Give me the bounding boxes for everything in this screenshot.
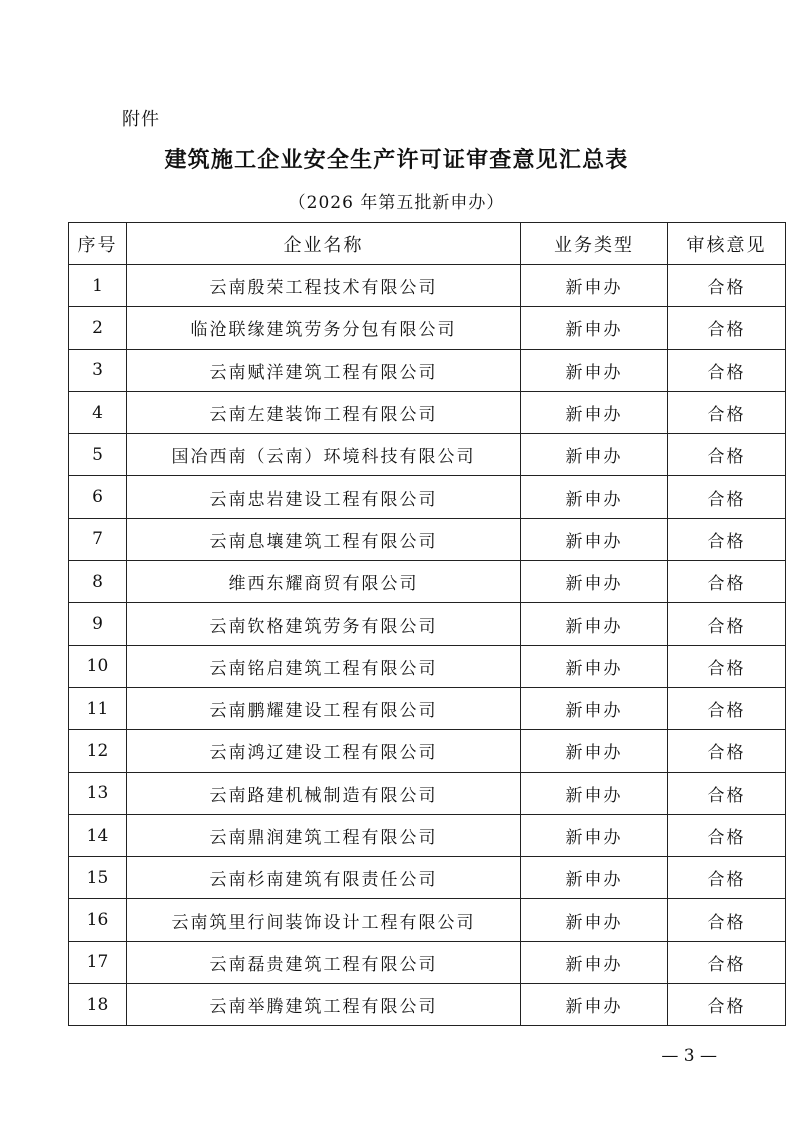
cell-index: 15 [69, 857, 127, 899]
header-index: 序号 [69, 223, 127, 265]
table-row [69, 899, 786, 941]
cell-business-type: 新申办 [521, 984, 668, 1026]
cell-company-name: 云南鸿辽建设工程有限公司 [127, 730, 521, 772]
cell-review-opinion: 合格 [668, 476, 786, 518]
cell-review-opinion: 合格 [668, 941, 786, 983]
cell-review-opinion: 合格 [668, 645, 786, 687]
cell-index: 8 [69, 561, 127, 603]
table-row [69, 772, 786, 814]
cell-company-name: 云南磊贵建筑工程有限公司 [127, 941, 521, 983]
table-row [69, 603, 786, 645]
table-row [69, 434, 786, 476]
cell-business-type: 新申办 [521, 434, 668, 476]
header-review-opinion: 审核意见 [668, 223, 786, 265]
cell-index: 17 [69, 941, 127, 983]
cell-review-opinion: 合格 [668, 603, 786, 645]
cell-index: 13 [69, 772, 127, 814]
cell-business-type: 新申办 [521, 772, 668, 814]
cell-business-type: 新申办 [521, 391, 668, 433]
cell-business-type: 新申办 [521, 814, 668, 856]
cell-review-opinion: 合格 [668, 561, 786, 603]
cell-business-type: 新申办 [521, 687, 668, 729]
cell-index: 1 [69, 265, 127, 307]
cell-review-opinion: 合格 [668, 518, 786, 560]
cell-business-type: 新申办 [521, 941, 668, 983]
summary-table [68, 222, 786, 1026]
cell-review-opinion: 合格 [668, 857, 786, 899]
cell-company-name: 云南鼎润建筑工程有限公司 [127, 814, 521, 856]
table-row [69, 476, 786, 518]
cell-index: 18 [69, 984, 127, 1026]
cell-business-type: 新申办 [521, 561, 668, 603]
table-header [69, 223, 786, 265]
cell-business-type: 新申办 [521, 307, 668, 349]
cell-business-type: 新申办 [521, 265, 668, 307]
cell-review-opinion: 合格 [668, 814, 786, 856]
table-row [69, 561, 786, 603]
cell-business-type: 新申办 [521, 899, 668, 941]
cell-review-opinion: 合格 [668, 349, 786, 391]
cell-business-type: 新申办 [521, 645, 668, 687]
cell-index: 12 [69, 730, 127, 772]
cell-review-opinion: 合格 [668, 984, 786, 1026]
cell-review-opinion: 合格 [668, 434, 786, 476]
cell-review-opinion: 合格 [668, 730, 786, 772]
page-number: — 3 — [661, 1046, 717, 1066]
table-body [69, 265, 786, 1026]
cell-company-name: 云南息壤建筑工程有限公司 [127, 518, 521, 560]
table-row [69, 349, 786, 391]
cell-business-type: 新申办 [521, 476, 668, 518]
cell-company-name: 维西东耀商贸有限公司 [127, 561, 521, 603]
cell-review-opinion: 合格 [668, 265, 786, 307]
cell-company-name: 云南路建机械制造有限公司 [127, 772, 521, 814]
attachment-label: 附件 [122, 109, 160, 130]
cell-index: 10 [69, 645, 127, 687]
cell-review-opinion: 合格 [668, 899, 786, 941]
table-row [69, 857, 786, 899]
document-title: 建筑施工企业安全生产许可证审查意见汇总表 [164, 148, 629, 173]
cell-company-name: 云南筑里行间装饰设计工程有限公司 [127, 899, 521, 941]
document-subtitle: （2026 年第五批新申办） [288, 193, 505, 213]
table-row [69, 645, 786, 687]
cell-review-opinion: 合格 [668, 391, 786, 433]
table-row [69, 518, 786, 560]
cell-company-name: 云南钦格建筑劳务有限公司 [127, 603, 521, 645]
cell-company-name: 临沧联缘建筑劳务分包有限公司 [127, 307, 521, 349]
cell-company-name: 云南殷荣工程技术有限公司 [127, 265, 521, 307]
cell-business-type: 新申办 [521, 518, 668, 560]
cell-index: 16 [69, 899, 127, 941]
cell-index: 6 [69, 476, 127, 518]
table-row [69, 307, 786, 349]
cell-index: 7 [69, 518, 127, 560]
cell-index: 5 [69, 434, 127, 476]
cell-review-opinion: 合格 [668, 772, 786, 814]
cell-review-opinion: 合格 [668, 687, 786, 729]
header-row [69, 223, 786, 265]
cell-company-name: 云南忠岩建设工程有限公司 [127, 476, 521, 518]
cell-review-opinion: 合格 [668, 307, 786, 349]
header-business-type: 业务类型 [521, 223, 668, 265]
cell-business-type: 新申办 [521, 857, 668, 899]
cell-company-name: 国冶西南（云南）环境科技有限公司 [127, 434, 521, 476]
cell-company-name: 云南鹏耀建设工程有限公司 [127, 687, 521, 729]
cell-company-name: 云南赋洋建筑工程有限公司 [127, 349, 521, 391]
table-row [69, 687, 786, 729]
cell-company-name: 云南左建装饰工程有限公司 [127, 391, 521, 433]
cell-company-name: 云南杉南建筑有限责任公司 [127, 857, 521, 899]
cell-index: 9 [69, 603, 127, 645]
table-row [69, 730, 786, 772]
table-row [69, 265, 786, 307]
cell-index: 2 [69, 307, 127, 349]
table-row [69, 941, 786, 983]
cell-business-type: 新申办 [521, 349, 668, 391]
cell-index: 3 [69, 349, 127, 391]
cell-index: 14 [69, 814, 127, 856]
header-company-name: 企业名称 [127, 223, 521, 265]
cell-index: 4 [69, 391, 127, 433]
cell-index: 11 [69, 687, 127, 729]
table-row [69, 984, 786, 1026]
cell-company-name: 云南铭启建筑工程有限公司 [127, 645, 521, 687]
cell-business-type: 新申办 [521, 730, 668, 772]
cell-company-name: 云南举腾建筑工程有限公司 [127, 984, 521, 1026]
table-row [69, 391, 786, 433]
cell-business-type: 新申办 [521, 603, 668, 645]
table-row [69, 814, 786, 856]
